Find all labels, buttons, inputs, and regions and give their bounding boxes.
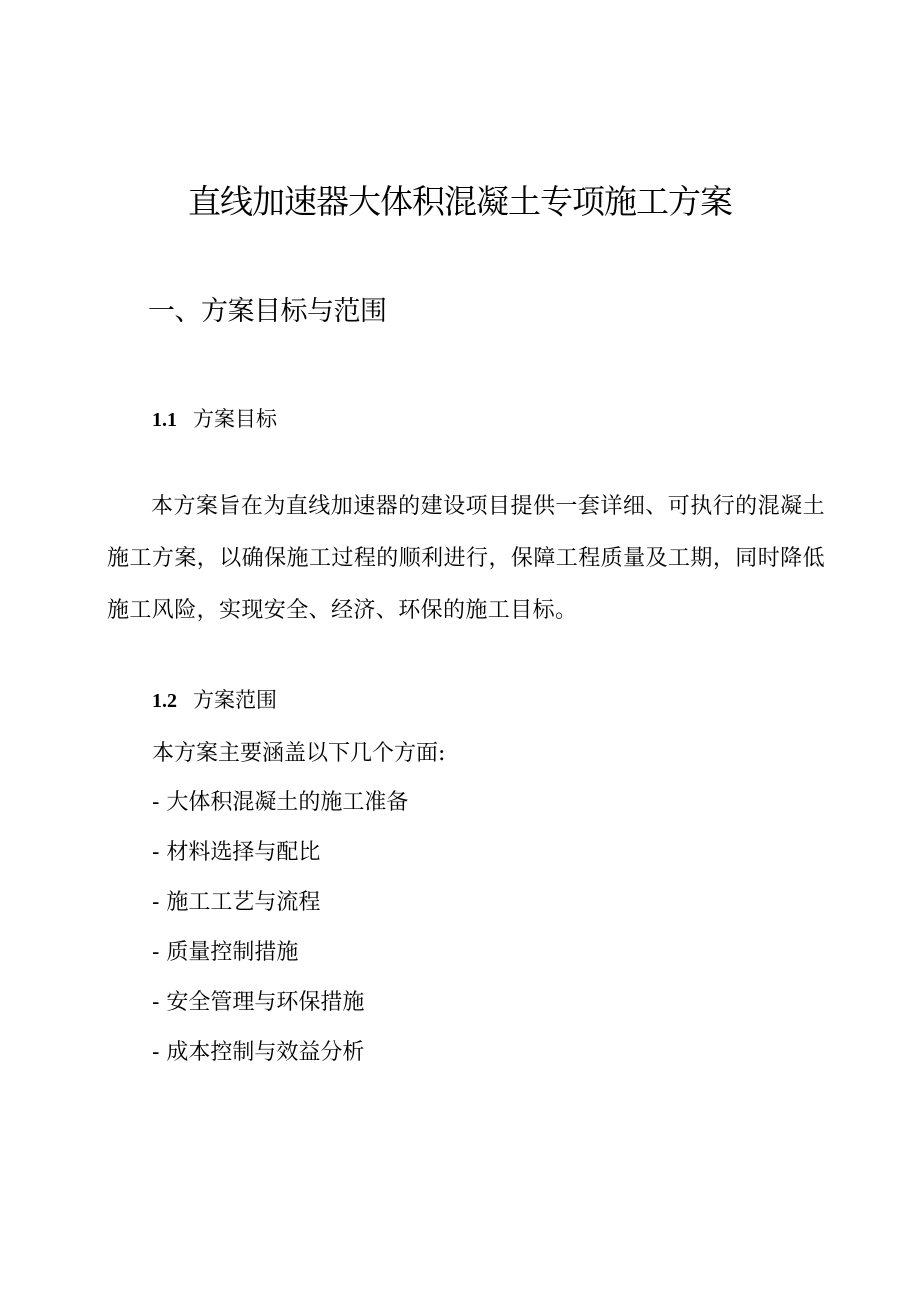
section-heading-1: 一、方案目标与范围 [148, 296, 387, 327]
subsection-number: 1.1 [152, 409, 177, 431]
list-item: - 施工工艺与流程 [152, 890, 321, 915]
list-item: - 材料选择与配比 [152, 840, 321, 865]
list-item: - 安全管理与环保措施 [152, 990, 365, 1015]
subsection-title: 方案目标 [193, 407, 277, 431]
objective-paragraph: 本方案旨在为直线加速器的建设项目提供一套详细、可执行的混凝土施工方案，以确保施工过程的顺利进行，保障工程质量及工期，同时降低施工风险，实现安全、经济、环保的施工目标。 [107, 494, 825, 623]
subsection-number: 1.2 [152, 690, 177, 712]
list-item: - 大体积混凝土的施工准备 [152, 790, 409, 815]
subsection-title: 方案范围 [193, 688, 277, 712]
list-item: - 质量控制措施 [152, 940, 299, 965]
subsection-heading-1-2 [152, 684, 277, 717]
scope-intro: 本方案主要涵盖以下几个方面: [152, 741, 446, 766]
document-title: 直线加速器大体积混凝土专项施工方案 [188, 182, 732, 221]
scope-list [152, 785, 408, 1085]
list-item: - 成本控制与效益分析 [152, 1040, 365, 1065]
subsection-heading-1-1 [152, 403, 277, 436]
